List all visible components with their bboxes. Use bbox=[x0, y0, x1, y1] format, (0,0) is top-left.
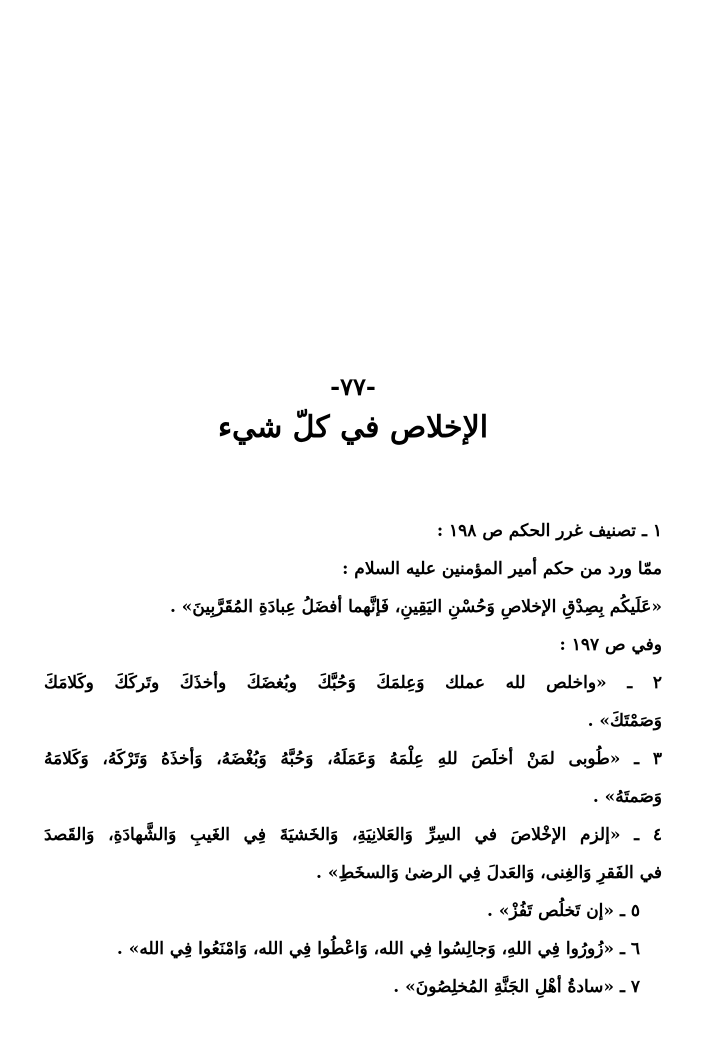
hadith-3-line-1: ٣ ـ «طُوبى لمَنْ أخلَصَ للهِ عِلْمَهُ وَعَمَلَهُ، وَحُبَّهُ وَبُغْضَهُ، وَأخذَهُ وَتَرْكَهُ، وَكَلامَهُ bbox=[44, 749, 662, 769]
hadith-4-line-1: ٤ ـ «إلزم الإخْلاصَ في السِرِّ وَالعَلانِيَةِ، وَالخَشيَةَ فِي الغَيبِ وَالشَّهادَةِ، وَالقَصدَ bbox=[44, 825, 662, 845]
hadith-quote-1: «عَلَيكُم بِصِدْقِ الإخلاصِ وَحُسْنِ اليَقِينِ، فَإنَّهما أفضَلُ عِبادَةِ المُقَرَّبِينَ» . bbox=[169, 597, 662, 617]
page-reference: وفي ص ١٩٧ : bbox=[559, 635, 662, 655]
hadith-3-line-2: وَصَمتَهُ» . bbox=[592, 787, 662, 807]
hadith-2-line-2: وَصَمْتَكَ» . bbox=[587, 711, 662, 731]
chapter-title: الإخلاص في كلّ شيء bbox=[217, 410, 489, 445]
hadith-4-line-2: في الفَقرِ وَالغِنى، وَالعَدلَ فِي الرضىٰ وَالسخَطِ» . bbox=[315, 863, 662, 883]
source-citation: ١ ـ تصنيف غرر الحكم ص ١٩٨ : bbox=[436, 521, 662, 541]
hadith-7: ٧ ـ «سادةُ أهْلِ الجَنَّةِ المُخلِصُونَ» . bbox=[393, 977, 640, 997]
hadith-6: ٦ ـ «زُورُوا فِي اللهِ، وَجالِسُوا فِي الله، وَاعْطُوا فِي الله، وَامْنَعُوا فِي الله» . bbox=[116, 939, 640, 959]
hadith-5: ٥ ـ «إن تَخلُص تَفُزْ» . bbox=[487, 901, 640, 921]
chapter-number: -٧٧- bbox=[330, 372, 376, 401]
chapter-body bbox=[44, 512, 662, 1006]
hadith-2-line-1: ٢ ـ «واخلص لله عملك وَعِلمَكَ وَحُبَّكَ وبُغضَكَ وأخذَكَ وتَركَكَ وكَلامَكَ bbox=[44, 673, 662, 693]
source-intro: ممّا ورد من حكم أمير المؤمنين عليه السلام : bbox=[342, 559, 662, 579]
